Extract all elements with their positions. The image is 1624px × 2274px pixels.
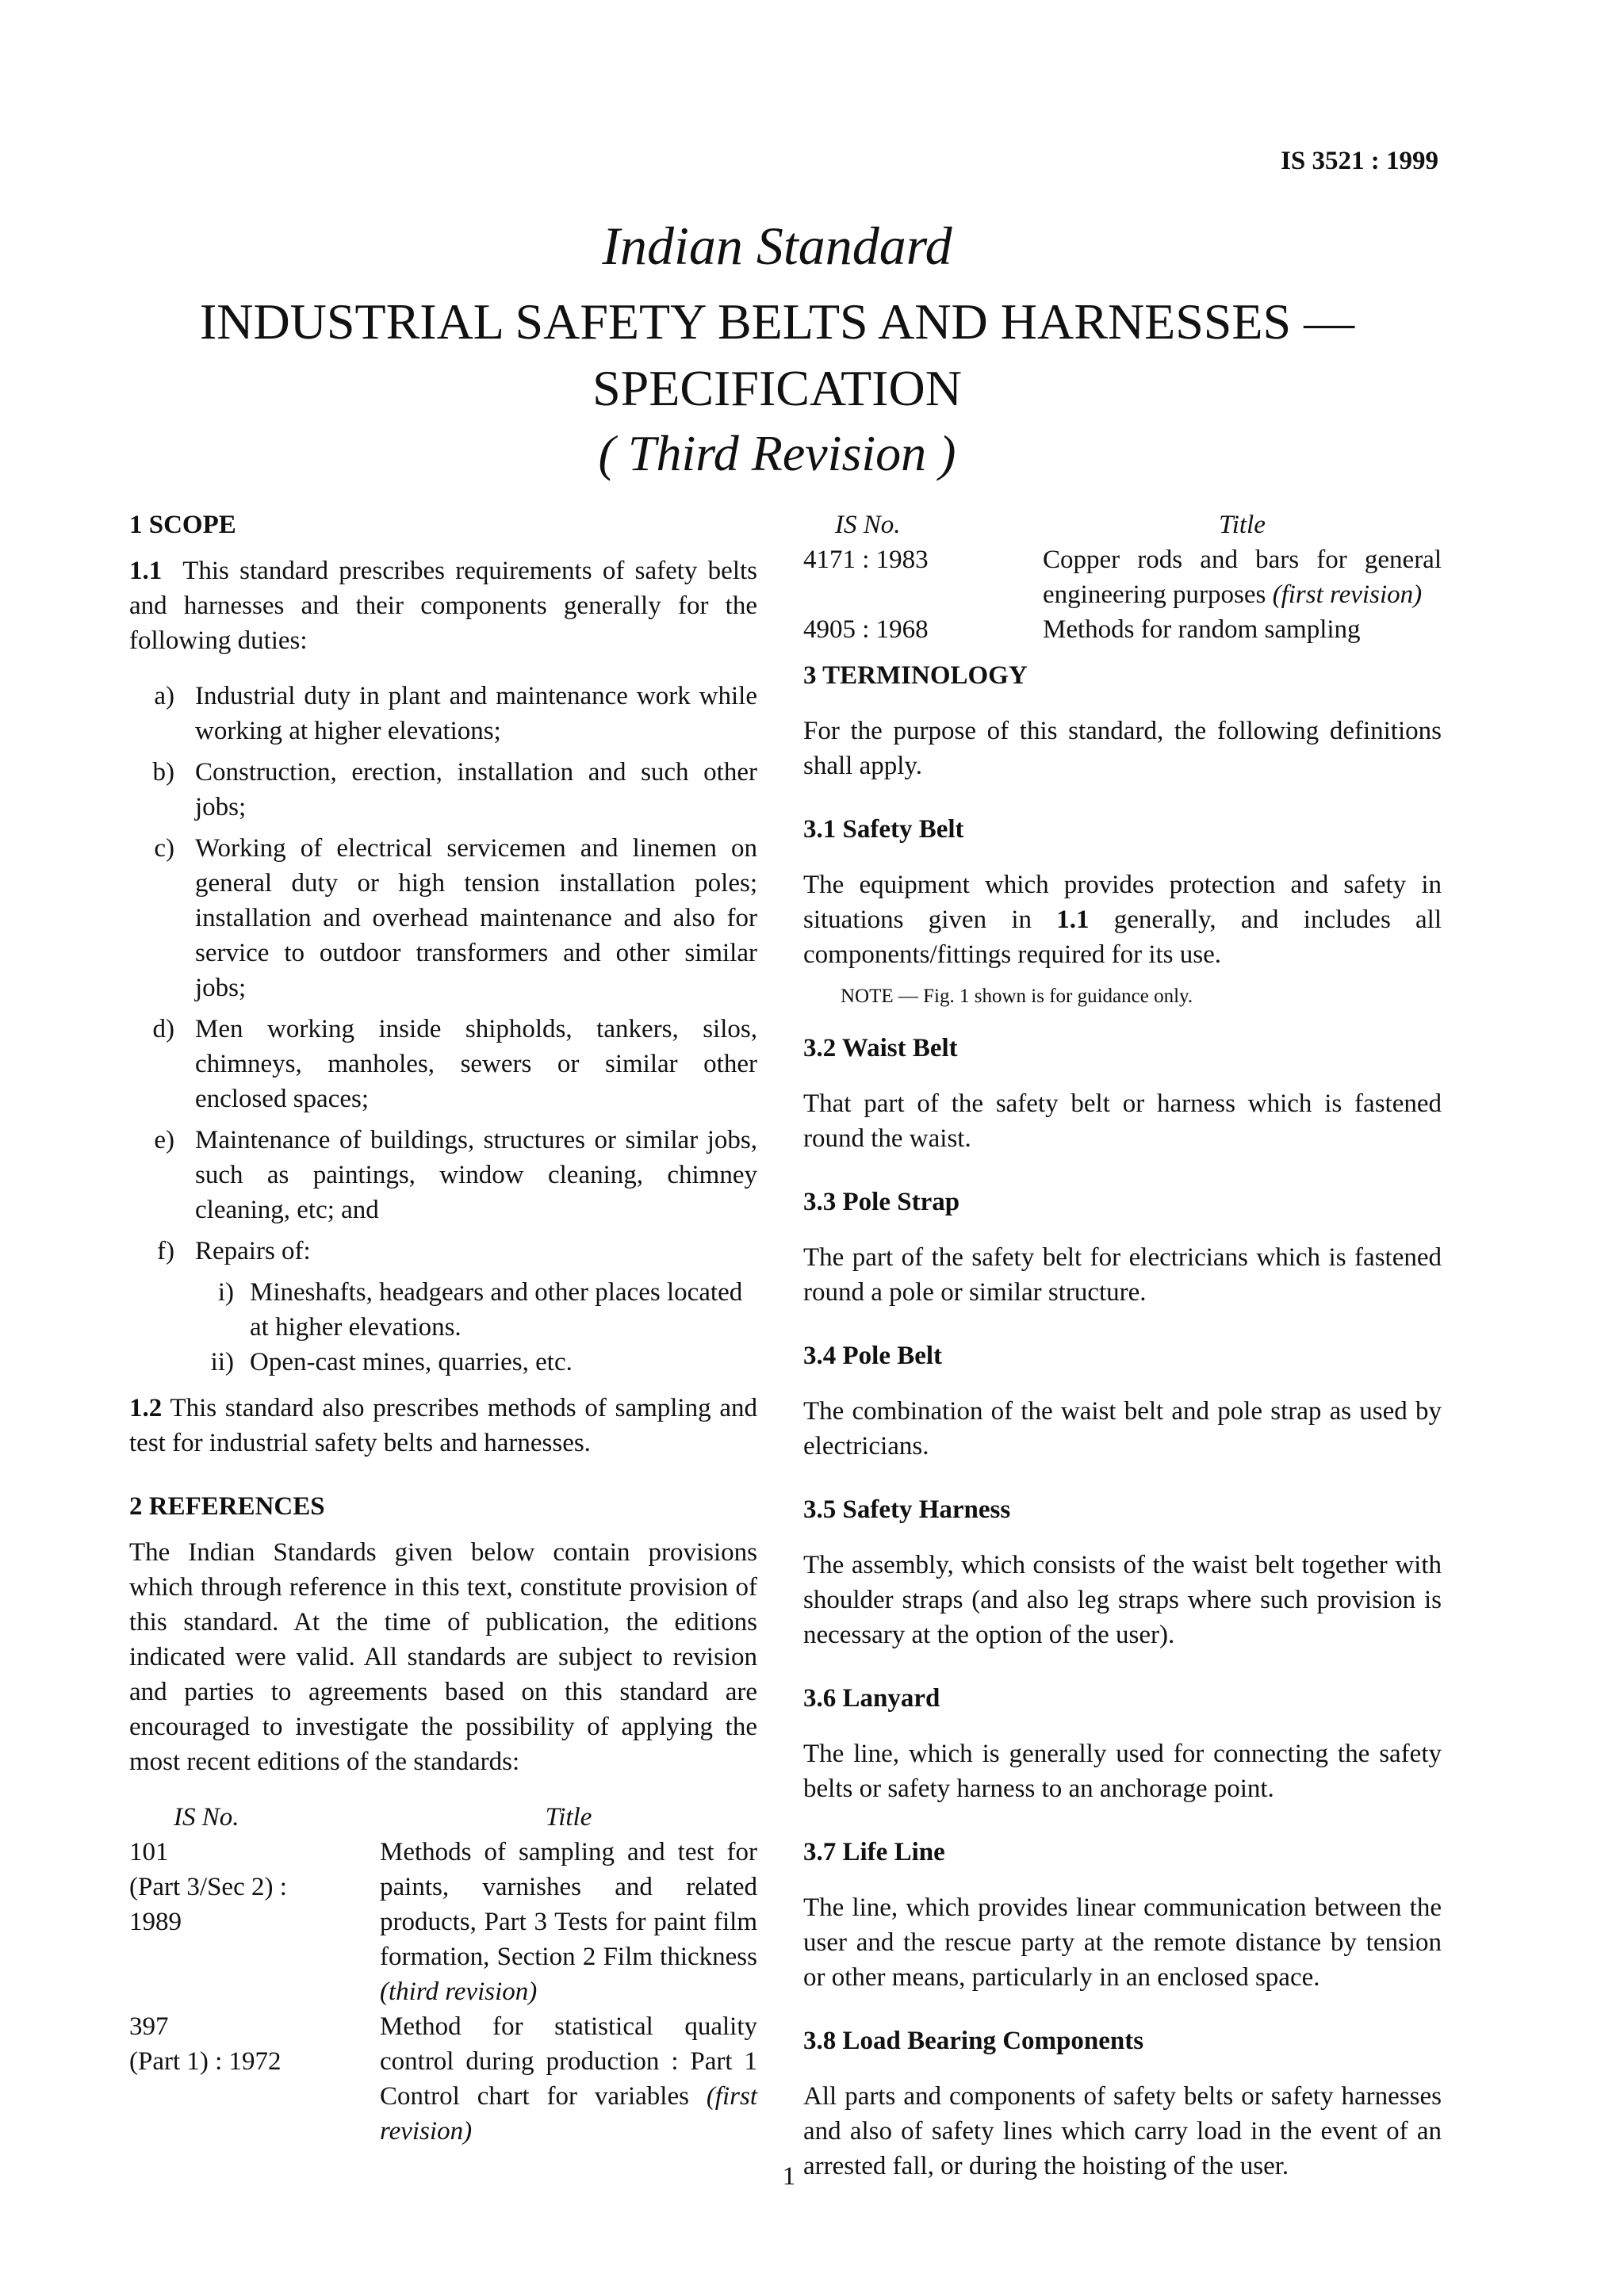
references-table [129, 1800, 757, 2149]
definition-heading-3-7: 3.7 Life Line [803, 1838, 945, 1866]
left-column [129, 507, 757, 2149]
duty-list-item [129, 755, 757, 825]
title-line-1: INDUSTRIAL SAFETY BELTS AND HARNESSES — [199, 293, 1355, 350]
clause-text: This standard also prescribes methods of sampling and test for industrial safety belts and harnesses. [129, 1394, 757, 1457]
reference-title-text: Method for statistical quality control during production : Part 1 Control chart for variables [380, 2012, 757, 2111]
reference-number-line: 397 [129, 2012, 169, 2041]
reference-title [1043, 542, 1442, 612]
pre-title: Indian Standard [602, 216, 952, 276]
col-header-no: IS No. [174, 1803, 239, 1832]
definition-heading-3-1: 3.1 Safety Belt [803, 815, 964, 844]
clause-number: 1.1 [129, 557, 163, 585]
page-number: 1 [782, 2162, 796, 2191]
sub-item-label: ii) [210, 1348, 234, 1376]
references-text: The Indian Standards given below contain provisions which through reference in this text, constitute provision of this standard. At the time of publication, the editions indicated were valid. All standards are subject to revision and parties to agreements based on this standard are encouraged to investigate the possibility of applying the most recent editions of the standards: [129, 1538, 757, 1776]
list-item-label: f) [157, 1237, 174, 1265]
definition-text-3-2: That part of the safety belt or harness which is fastened round the waist. [803, 1089, 1442, 1153]
definition-text-3-7: The line, which provides linear communication between the user and the rescue party at the remote distance by tension or other means, particularly in an enclosed space. [803, 1893, 1442, 1992]
title-line-2: SPECIFICATION [592, 360, 962, 416]
list-item-label: a) [154, 682, 174, 710]
references-table-header [129, 1800, 757, 1835]
reference-revision: (first revision) [1272, 580, 1423, 609]
reference-revision: (first revision) [380, 2082, 757, 2146]
reference-number: 4905 : 1968 [803, 615, 929, 644]
repair-sub-item [129, 1275, 757, 1345]
definition-text-3-5: The assembly, which consists of the waist belt together with shoulder straps (and also leg straps where such provision is necessary at the option of the user). [803, 1551, 1442, 1649]
duties-list [129, 679, 757, 1380]
clause-1-2 [129, 1391, 757, 1460]
references-table-header [803, 507, 1442, 542]
reference-number-line: (Part 1) : 1972 [129, 2047, 282, 2076]
duty-list-item [129, 1123, 757, 1227]
list-item-label: e) [154, 1126, 174, 1154]
reference-title-text: Copper rods and bars for general engineering purposes [1043, 546, 1442, 609]
duty-list-item [129, 1012, 757, 1116]
reference-number-line: 101 [129, 1838, 169, 1866]
clause-text: This standard prescribes requirements of safety belts and harnesses and their components generally for the following duties: [129, 557, 757, 655]
duty-list-item [129, 1234, 757, 1269]
definition-heading-3-6: 3.6 Lanyard [803, 1684, 940, 1713]
definition-heading-3-5: 3.5 Safety Harness [803, 1495, 1011, 1524]
list-item-label: b) [152, 758, 174, 787]
revision-note: ( Third Revision ) [598, 425, 956, 481]
definition-text-3-3: The part of the safety belt for electricians which is fastened round a pole or similar structure. [803, 1243, 1442, 1307]
reference-row [129, 2009, 757, 2149]
list-item-label: c) [154, 834, 174, 863]
reference-row [129, 1835, 757, 2009]
col-header-title: Title [1219, 511, 1266, 539]
list-item-text: Construction, erection, installation and such other jobs; [195, 758, 757, 821]
clause-1-1 [129, 553, 757, 658]
references-heading: 2 REFERENCES [129, 1492, 325, 1521]
reference-row [803, 612, 1442, 647]
terminology-heading: 3 TERMINOLOGY [803, 661, 1028, 690]
clause-reference: 1.1 [1056, 905, 1090, 934]
definition-text: generally, and includes all components/fittings required for its use. [803, 905, 1442, 969]
reference-number-line: 1989 [129, 1908, 182, 1936]
reference-number: 4171 : 1983 [803, 546, 929, 574]
sub-item-text: Mineshafts, headgears and other places located at higher elevations. [250, 1278, 743, 1342]
note-text: NOTE — Fig. 1 shown is for guidance only. [841, 986, 1193, 1007]
references-table-continued [803, 507, 1442, 647]
definition-text-3-1 [803, 867, 1442, 972]
col-header-no: IS No. [835, 511, 901, 539]
reference-title [380, 1835, 757, 2009]
sub-item-label: i) [217, 1278, 234, 1307]
definition-heading-3-2: 3.2 Waist Belt [803, 1034, 958, 1062]
document-header [0, 214, 1554, 485]
list-item-text: Industrial duty in plant and maintenance work while working at higher elevations; [195, 682, 757, 745]
reference-row [803, 542, 1442, 612]
list-item-text: Repairs of: [195, 1237, 311, 1265]
list-item-text: Working of electrical servicemen and linemen on general duty or high tension installation poles; installation and overhead maintenance and also for service to outdoor transformers and other similar jobs; [195, 834, 757, 1002]
reference-number-line: (Part 3/Sec 2) : [129, 1873, 287, 1901]
list-item-text: Men working inside shipholds, tankers, silos, chimneys, manholes, sewers or similar other enclosed spaces; [195, 1015, 757, 1113]
col-header-title: Title [545, 1803, 592, 1832]
reference-number [129, 1835, 380, 2009]
reference-title-text: Methods of sampling and test for paints, varnishes and related products, Part 3 Tests for paint film formation, Section 2 Film thickness [380, 1838, 757, 1971]
duty-list-item [129, 831, 757, 1005]
scope-heading: 1 SCOPE [129, 511, 236, 539]
definition-heading-3-3: 3.3 Pole Strap [803, 1188, 960, 1216]
definition-text: The equipment which provides protection and safety in situations given in [803, 871, 1442, 934]
reference-title [380, 2009, 757, 2149]
right-column [803, 507, 1442, 2184]
sub-item-text: Open-cast mines, quarries, etc. [250, 1348, 573, 1376]
definition-text-3-6: The line, which is generally used for connecting the safety belts or safety harness to an anchorage point. [803, 1740, 1442, 1803]
duty-list-item [129, 679, 757, 748]
reference-title [1043, 612, 1442, 647]
repair-sub-item [129, 1345, 757, 1380]
reference-title-text: Methods for random sampling [1043, 615, 1361, 644]
definition-text-3-8: All parts and components of safety belts or safety harnesses and also of safety lines which carry load in the event of an arrested fall, or during the hoisting of the user. [803, 2082, 1442, 2180]
definition-heading-3-8: 3.8 Load Bearing Components [803, 2027, 1144, 2055]
list-item-text: Maintenance of buildings, structures or similar jobs, such as paintings, window cleaning, chimney cleaning, etc; and [195, 1126, 757, 1224]
terminology-intro: For the purpose of this standard, the following definitions shall apply. [803, 717, 1442, 780]
reference-revision: (third revision) [380, 1977, 538, 2006]
definition-text-3-4: The combination of the waist belt and pole strap as used by electricians. [803, 1397, 1442, 1460]
definition-heading-3-4: 3.4 Pole Belt [803, 1342, 943, 1370]
clause-number: 1.2 [129, 1394, 163, 1422]
list-item-label: d) [152, 1015, 174, 1043]
reference-number [129, 2009, 380, 2149]
document-number: IS 3521 : 1999 [1281, 147, 1438, 175]
